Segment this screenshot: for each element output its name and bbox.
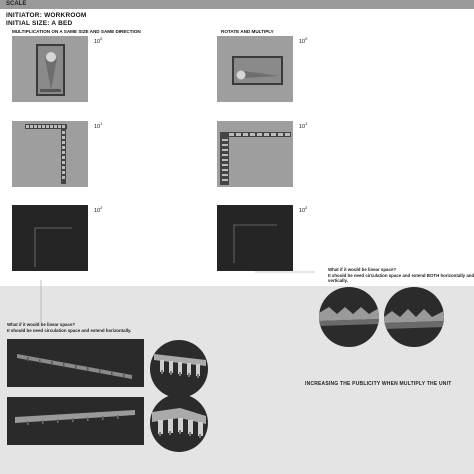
bed-unit-render-2 (150, 394, 208, 452)
zigzag-detail-circle-2 (384, 287, 444, 347)
publicity-caption: INCREASING THE PUBLICITY WHEN MULTIPLY THE UNIT (305, 381, 452, 387)
initial-size-text: INITIAL SIZE: A BED (6, 20, 73, 27)
bed-unit-detail-circle-2 (150, 394, 208, 452)
linear-note-left (7, 322, 207, 333)
single-bed-render (12, 36, 88, 102)
zigzag-detail-circle-1 (319, 287, 379, 347)
rotated-linear-beds-render (217, 121, 293, 187)
linear-strip-render-2 (7, 397, 144, 445)
linear-note-right (328, 267, 474, 284)
left-scale-0-label: $10^0$ (94, 36, 103, 45)
linear-note-left-line1: What if it would be linear space? (7, 322, 76, 327)
right-scale-0-panel (217, 36, 293, 102)
linear-note-left-line2: It should be need circulation space and extend horizontally. (7, 327, 132, 333)
left-scale-0-panel (12, 36, 88, 102)
rotated-bed-render (217, 36, 293, 102)
left-scale-2-label: $10^2$ (94, 205, 103, 214)
right-scale-1-panel (217, 121, 293, 187)
bed-unit-render-1 (150, 340, 208, 398)
left-scale-2-panel (12, 205, 88, 271)
left-column-heading: MULTIPLICATION ON A SAME SIZE AND SAME DIRECTION (12, 29, 141, 34)
linear-note-right-line1: What if it would be linear space? (328, 267, 397, 272)
linear-beds-render (12, 121, 88, 187)
left-scale-1-panel (12, 121, 88, 187)
linear-note-right-line2: It should be need circulation space and extend BOTH horizontally and (328, 272, 474, 278)
bed-unit-detail-circle-1 (150, 340, 208, 398)
right-column-heading: ROTATE AND MULTIPLY (221, 29, 274, 34)
linear-strip-1-drawing (7, 339, 144, 387)
rotated-large-scale-render (217, 205, 293, 271)
title-bar-label: SCALE (6, 1, 27, 7)
linear-strip-render-1 (7, 339, 144, 387)
right-scale-0-label: $10^0$ (299, 36, 308, 45)
linear-note-right-line3: vertically. (328, 278, 348, 284)
large-scale-render (12, 205, 88, 271)
zigzag-render-2 (384, 287, 444, 347)
right-scale-2-label: $10^2$ (299, 205, 308, 214)
initiator-text: INITIATOR: WORKROOM (6, 12, 87, 19)
zigzag-render-1 (319, 287, 379, 347)
right-scale-2-panel (217, 205, 293, 271)
linear-strip-2-drawing (7, 397, 144, 445)
right-scale-1-label: $10^1$ (299, 121, 308, 130)
title-bar (0, 0, 474, 9)
left-scale-1-label: $10^1$ (94, 121, 103, 130)
